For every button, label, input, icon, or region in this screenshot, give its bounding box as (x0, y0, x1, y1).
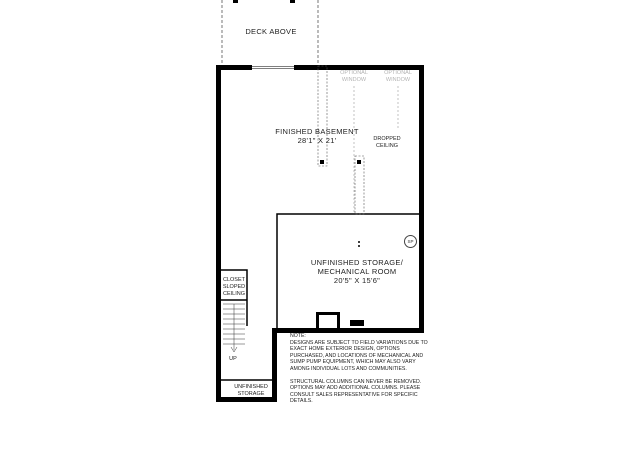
optional-window-label-2: OPTIONAL WINDOW (384, 70, 412, 83)
note-paragraph-2: STRUCTURAL COLUMNS CAN NEVER BE REMOVED. OPTIONS MAY ADD ADDITIONAL COLUMNS. PLEASE CONSULT SALES REPRESENTATIVE FOR SPECIFIC DETAILS. (290, 378, 422, 405)
note-heading: NOTE: (290, 333, 306, 339)
sliding-door (252, 67, 294, 69)
sump-pump-marker: SP (404, 235, 417, 248)
basement-room-name: FINISHED BASEMENT (275, 127, 359, 136)
closet-label: CLOSET SLOPED CEILING (222, 277, 246, 297)
storage-room-name: UNFINISHED STORAGE/ MECHANICAL ROOM (310, 258, 404, 276)
storage-room-dims: 20'5" X 15'6" (333, 276, 381, 285)
disclaimer-note (290, 333, 435, 411)
deck-label: DECK ABOVE (245, 27, 297, 36)
stairs-up-label: UP (229, 356, 237, 362)
structural-columns (318, 66, 364, 247)
deck-posts (233, 0, 295, 3)
dropped-ceiling-label: DROPPED CEILING (373, 136, 401, 149)
unfinished-storage-label: UNFINISHED STORAGE (234, 384, 268, 397)
optional-window-lines (354, 86, 398, 214)
note-paragraph-1: DESIGNS ARE SUBJECT TO FIELD VARIATIONS DUE TO EXACT HOME EXTERIOR DESIGN, OPTIONS PURCHASED, AND LOCATIONS OF MECHANICAL AND SUMP PUMP EQUIPMENT, WHICH MAY ALSO VARY AMONG INDIVIDUAL LOTS AND COMMUNITIES. (290, 339, 428, 372)
basement-room-dims: 28'1" X 21' (297, 136, 337, 145)
storage-notch (316, 312, 364, 328)
optional-window-label-1: OPTIONAL WINDOW (340, 70, 368, 83)
stairs (223, 304, 245, 352)
